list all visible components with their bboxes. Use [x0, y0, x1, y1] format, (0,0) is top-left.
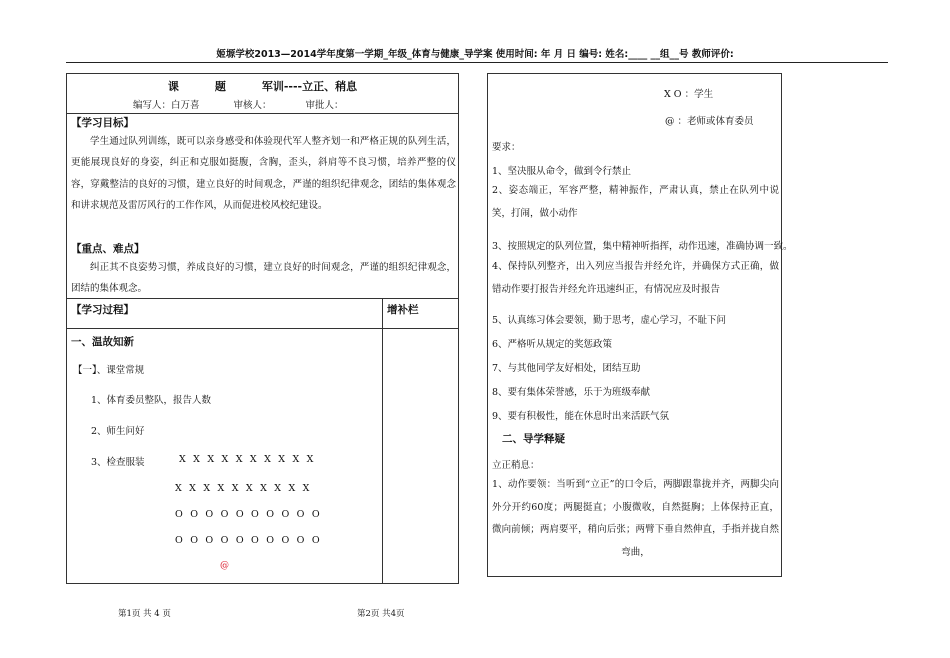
- stand-text: 1、动作要领：当听到“立正”的口令后，两脚跟靠拢并齐，两脚尖向外分开约60度；两腿挺直；小腹微收，自然挺胸；上体保持正直，微向前倾；两肩要平，稍向后张；两臂下垂自然伸直，手指并拢自然弯曲，: [492, 479, 779, 558]
- legend-teacher: @ ：老师或体育委员: [665, 116, 754, 127]
- guide-heading: 二、导学释疑: [502, 433, 565, 445]
- process-heading: 【学习过程】: [71, 304, 134, 316]
- requirement-2: 2、姿态端正，军容严整，精神振作，严肃认真，禁止在队列中说笑，打闹，做小动作: [492, 185, 779, 219]
- routine-item-3: 3、检查服装: [91, 457, 145, 468]
- lesson-title: [67, 78, 458, 94]
- authors-row: [133, 97, 378, 111]
- requirement-7: 7、与其他同学友好相处，团结互助: [492, 363, 641, 374]
- title-char-a: 课: [167, 80, 179, 93]
- divider: [67, 298, 458, 299]
- reviewer: 审核人：: [233, 100, 272, 111]
- stand-title: 立正稍息：: [492, 460, 540, 471]
- routine-item-2: 2、师生问好: [91, 426, 145, 437]
- divider: [67, 113, 458, 114]
- approver: 审批人：: [305, 100, 344, 111]
- divider: [67, 328, 458, 329]
- requirement-6: 6、严格听从规定的奖惩政策: [492, 339, 613, 350]
- goal-heading: 【学习目标】: [71, 117, 134, 129]
- footer-page-2: 第2页 共4页: [357, 609, 405, 619]
- left-page-box: [66, 73, 459, 584]
- page-header: 姬塬学校2013—2014学年度第一学期_年级_体育与健康_导学案 使用时间: 年 月 日 编号: 姓名:____ __组__号 教师评价:: [216, 49, 734, 60]
- supplement-column-line: [382, 298, 383, 584]
- legend-students: X O ：学生: [664, 89, 714, 100]
- teacher-position-mark: @: [220, 561, 229, 571]
- requirement-1: 1、坚决服从命令，做到令行禁止: [492, 166, 632, 177]
- supplement-heading: 增补栏: [387, 304, 419, 316]
- routine-title: 【一】、课堂常规: [73, 365, 145, 376]
- writer: 编写人：白万喜: [133, 100, 200, 111]
- requirement-3: 3、按照规定的队列位置，集中精神听指挥，动作迅速，准确协调一致。: [492, 241, 793, 252]
- header-rule: [66, 62, 888, 63]
- requirements-title: 要求：: [492, 142, 521, 153]
- formation-row-4: O O O O O O O O O O: [175, 535, 322, 546]
- title-char-b: 题: [214, 80, 226, 93]
- requirement-4: 4、保持队列整齐，出入列应当报告并经允许，并确保方式正确，做错动作要打报告并经允许迅速纠正，有情况应及时报告: [492, 261, 779, 295]
- requirement-5: 5、认真练习体会要领，勤于思考，虚心学习，不耻下问: [492, 315, 727, 326]
- goal-text: 学生通过队列训练，既可以亲身感受和体验现代军人整齐划一和严格正规的队列生活，更能展现良好的身姿，纠正和克服如挺腹，含胸，歪头，斜肩等不良习惯，培养严整的仪容，穿戴整洁的良好的习惯，建立良好的时间观念，严谨的组织纪律观念，团结的集体观念和讲求规范及雷厉风行的工作作风，从而促进校风校纪建设。: [71, 136, 456, 211]
- key-text: 纠正其不良姿势习惯，养成良好的习惯，建立良好的时间观念，严谨的组织纪律观念，团结的集体观念。: [71, 262, 456, 295]
- review-heading: 一、温故知新: [71, 336, 134, 348]
- right-page-box: [487, 73, 793, 577]
- title-text: 军训----立正、稍息: [261, 80, 358, 93]
- formation-row-1: X X X X X X X X X X: [179, 454, 316, 465]
- formation-row-2: X X X X X X X X X X: [175, 483, 312, 494]
- key-heading: 【重点、难点】: [71, 243, 145, 255]
- footer-page-1: 第1页 共 4 页: [118, 609, 171, 619]
- formation-row-3: O O O O O O O O O O: [175, 509, 322, 520]
- requirement-9: 9、要有积极性，能在休息时出来活跃气氛: [492, 411, 670, 422]
- requirement-8: 8、要有集体荣誉感，乐于为班级奉献: [492, 387, 651, 398]
- routine-item-1: 1、体育委员整队，报告人数: [91, 395, 212, 406]
